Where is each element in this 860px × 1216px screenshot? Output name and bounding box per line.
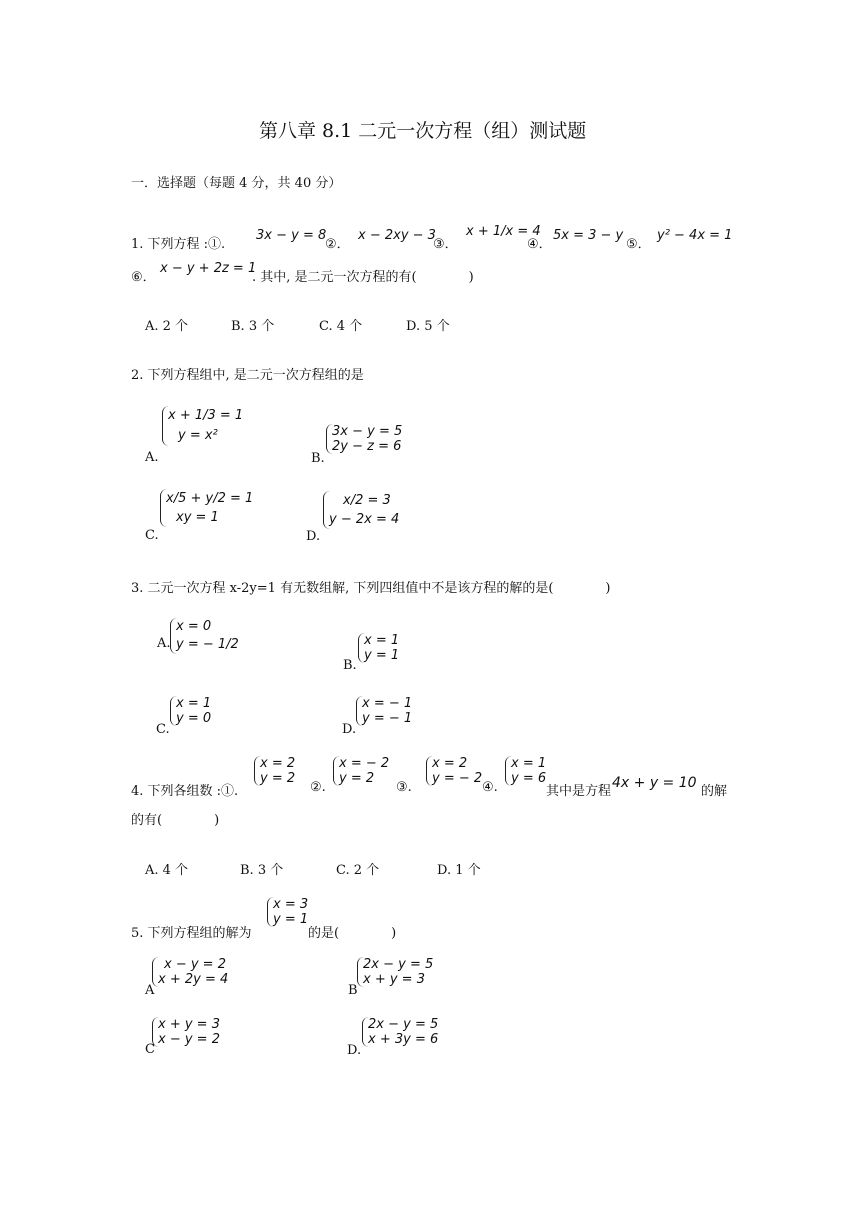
q4-set-1: x = 2 y = 2 — [254, 756, 295, 786]
q4-line-2: 的有( ) — [131, 813, 220, 828]
q2-d-label: D. — [306, 529, 321, 544]
q4-set-2: x = − 2 y = 2 — [333, 756, 389, 786]
q3-a-system: x = 0 y = − 1/2 — [170, 618, 239, 654]
q3-text: 3. 二元一次方程 x-2y=1 有无数组解, 下列四组值中不是该方程的解的是( ) — [131, 581, 611, 596]
q4-prefix: 4. 下列各组数 :①. — [131, 784, 239, 799]
q3-b-system: x = 1 y = 1 — [358, 633, 399, 663]
q5-a-label: A — [145, 983, 155, 998]
q2-a-label: A. — [145, 450, 159, 465]
q2-b-system: 3x − y = 5 2y − z = 6 — [326, 424, 402, 454]
q3-d-system: x = − 1 y = − 1 — [356, 696, 412, 726]
q3-d-label: D. — [342, 722, 357, 737]
q1-eq-2: x − 2xy − 3 — [358, 228, 436, 243]
q1-option-b: B. 3 个 — [231, 319, 275, 334]
q4-option-b: B. 3 个 — [240, 863, 284, 878]
q4-num-3: ③. — [396, 780, 412, 795]
q5-b-label: B — [348, 983, 358, 998]
q1-num-4: ④． — [527, 237, 552, 252]
q1-num-2: ②． — [325, 237, 350, 252]
q2-text: 2. 下列方程组中, 是二元一次方程组的是 — [131, 368, 364, 383]
q4-option-c: C. 2 个 — [336, 863, 380, 878]
q5-a-system: x − y = 2 x + 2y = 4 — [152, 957, 228, 987]
q5-c-system: x + y = 3 x − y = 2 — [152, 1017, 220, 1047]
q5-d-label: D. — [347, 1043, 362, 1058]
q1-option-d: D. 5 个 — [406, 319, 450, 334]
q4-num-4: ④. — [482, 780, 498, 795]
q4-equation: 4x + y = 10 — [612, 775, 697, 791]
q5-b-system: 2x − y = 5 x + y = 3 — [357, 957, 433, 987]
q3-c-label: C. — [156, 722, 170, 737]
q4-set-4: x = 1 y = 6 — [505, 756, 546, 786]
q5-prefix: 5. 下列方程组的解为 — [131, 926, 252, 941]
q4-option-d: D. 1 个 — [437, 863, 481, 878]
q3-c-system: x = 1 y = 0 — [170, 696, 211, 726]
q1-eq-6: x − y + 2z = 1 — [160, 261, 257, 276]
q1-num-3: ③． — [433, 237, 458, 252]
q3-a-label: A. — [157, 636, 171, 651]
q1-eq-3: x + 1/x = 4 — [466, 224, 541, 239]
q4-set-3: x = 2 y = − 2 — [426, 756, 482, 786]
q5-d-system: 2x − y = 5 x + 3y = 6 — [362, 1017, 438, 1047]
q4-mid: 其中是方程 — [546, 784, 612, 799]
q1-tail: . 其中, 是二元一次方程的有( ) — [252, 270, 474, 285]
q1-option-a: A. 2 个 — [145, 319, 189, 334]
q4-num-2: ②. — [310, 780, 326, 795]
q1-eq-5: y² − 4x = 1 — [657, 228, 733, 243]
q2-c-label: C. — [145, 528, 159, 543]
q5-solution: x = 3 y = 1 — [267, 897, 308, 927]
q1-prefix: 1. 下列方程 :①. — [131, 237, 226, 252]
q4-tail: 的解 — [701, 784, 728, 799]
q1-num-5: ⑤． — [626, 237, 651, 252]
section-header: 一．选择题（每题 4 分，共 40 分） — [131, 176, 342, 191]
q1-option-c: C. 4 个 — [319, 319, 363, 334]
q2-b-label: B. — [311, 451, 325, 466]
q5-tail: 的是( ) — [308, 926, 397, 941]
q1-eq-4: 5x = 3 − y — [553, 228, 624, 243]
q1-eq-1: 3x − y = 8 — [256, 228, 327, 243]
q5-c-label: C — [145, 1042, 155, 1057]
q2-d-system: x/2 = 3 y − 2x = 4 — [323, 491, 399, 529]
q3-b-label: B. — [343, 658, 357, 673]
q1-num-6: ⑥． — [131, 270, 156, 285]
q2-a-system: x + 1/3 = 1 y = x² — [162, 406, 243, 446]
q2-c-system: x/5 + y/2 = 1 xy = 1 — [160, 489, 253, 527]
q4-option-a: A. 4 个 — [145, 863, 189, 878]
page-title: 第八章 8.1 二元一次方程（组）测试题 — [259, 120, 587, 142]
